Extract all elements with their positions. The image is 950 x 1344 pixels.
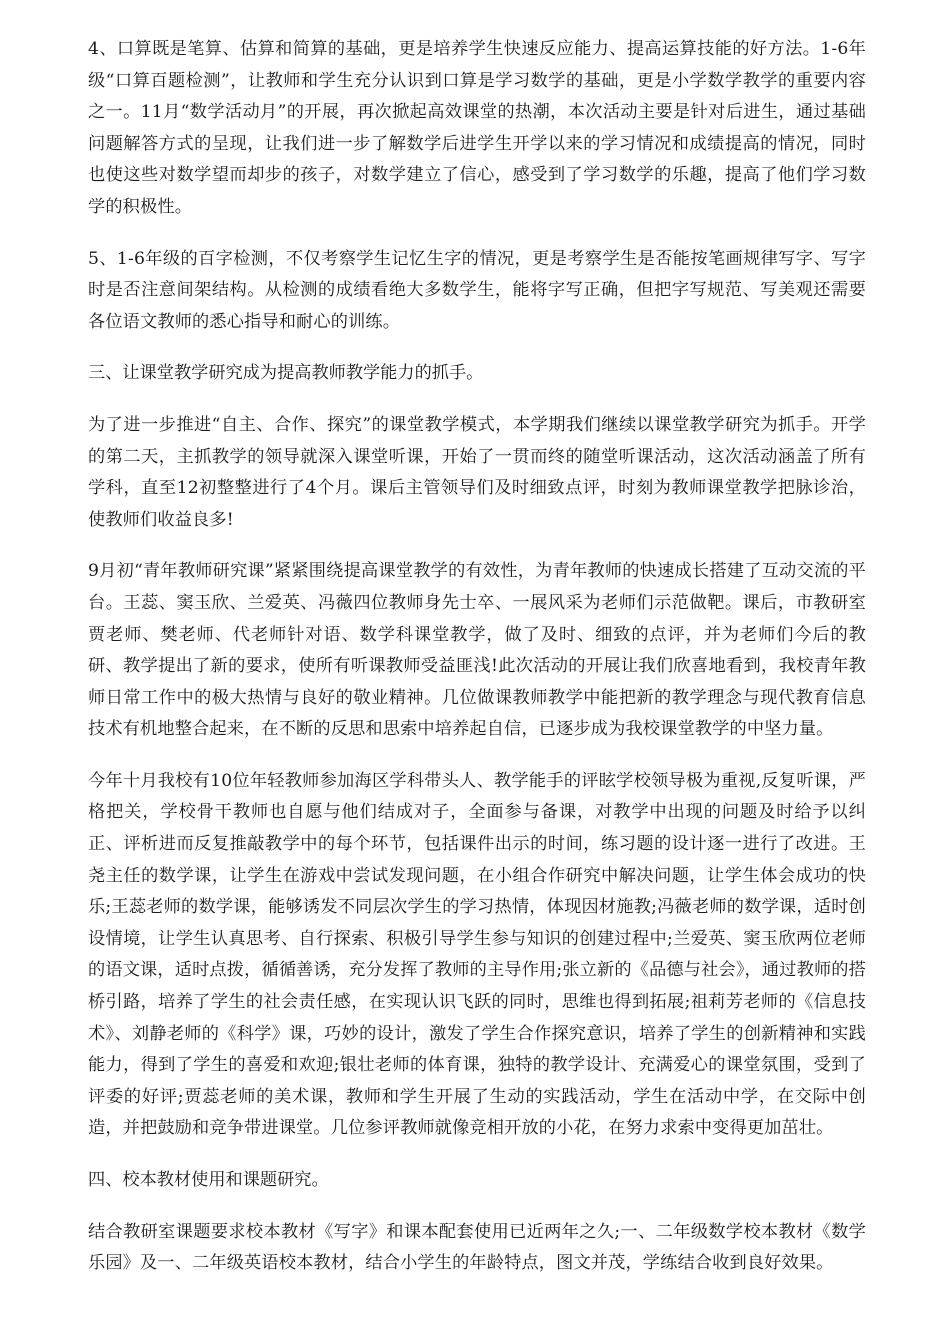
paragraph-classroom-teaching-research: 为了进一步推进“自主、合作、探究”的课堂教学模式，本学期我们继续以课堂教学研究为抓手。开学的第二天，主抓教学的领导就深入课堂听课，开始了一贯而终的随堂听课活动，这次活动涵盖了所有学科，直至12初整整进行了4个月。课后主管领导们及时细致点评，时刻为教师课堂教学把脉诊治，使教师们收益良多! [88,414,866,530]
document-body [88,34,866,1280]
paragraph-item-5-hundred-character-test: 5、1-6年级的百字检测，不仅考察学生记忆生字的情况，更是考察学生是否能按笔画规律写字、写字时是否注意间架结构。从检测的成绩看绝大多数学生，能将字写正确，但把字写规范、写美观还需要各位语文教师的悉心指导和耐心的训练。 [88,248,866,332]
paragraph-young-teacher-research-class: 9月初“青年教师研究课”紧紧围绕提高课堂教学的有效性，为青年教师的快速成长搭建了互动交流的平台。王蕊、窦玉欣、兰爱英、冯薇四位教师身先士卒、一展风采为老师们示范做靶。课后，市教研室贾老师、樊老师、代老师针对语、数学科课堂教学，做了及时、细致的点评，并为老师们今后的教研、教学提出了新的要求，使所有听课教师受益匪浅!此次活动的开展让我们欣喜地看到，我校青年教师日常工作中的极大热情与良好的敬业精神。几位做课教师教学中能把新的教学理念与现代教育信息技术有机地整合起来，在不断的反思和思索中培养起自信，已逐步成为我校课堂教学的中坚力量。 [88,561,866,740]
heading-section-three: 三、让课堂教学研究成为提高教师教学能力的抓手。 [88,363,484,384]
paragraph-school-based-textbooks: 结合教研室课题要求校本教材《写字》和课本配套使用已近两年之久;一、二年级数学校本教材《数学乐园》及一、二年级英语校本教材，结合小学生的年龄特点，图文并茂，学练结合收到良好效果。 [88,1221,866,1274]
heading-section-four: 四、校本教材使用和课题研究。 [88,1170,329,1190]
paragraph-october-teaching-evaluation: 今年十月我校有10位年轻教师参加海区学科带头人、教学能手的评眩学校领导极为重视,反复听课，严格把关，学校骨干教师也自愿与他们结成对子，全面参与备课，对教学中出现的问题及时给予以纠正、评析进而反复推敲教学中的每个环节，包括课件出示的时间，练习题的设计逐一进行了改进。王尧主任的数学课，让学生在游戏中尝试发现问题，在小组合作研究中解决问题，让学生体会成功的快乐;王蕊老师的数学课，能够诱发不同层次学生的学习热情，体现因材施教;冯薇老师的数学课，适时创设情境，让学生认真思考、自行探索、积极引导学生参与知识的创建过程中;兰爱英、窦玉欣两位老师的语文课，适时点拨，循循善诱，充分发挥了教师的主导作用;张立新的《品德与社会》，通过教师的搭桥引路，培养了学生的社会责任感，在实现认识飞跃的同时，思维也得到拓展;祖莉芳老师的《信息技术》、刘静老师的《科学》课，巧妙的设计，激发了学生合作探究意识，培养了学生的创新精神和实践能力，得到了学生的喜爱和欢迎;银壮老师的体育课，独特的教学设计、充满爱心的课堂氛围，受到了评委的好评;贾蕊老师的美术课，教师和学生开展了生动的实践活动，学生在活动中学，在交际中创造，并把鼓励和竞争带进课堂。几位参评教师就像竞相开放的小花，在努力求索中变得更加茁壮。 [88,770,866,1139]
paragraph-item-4-oral-calculation: 4、口算既是笔算、估算和简算的基础，更是培养学生快速反应能力、提高运算技能的好方法。1-6年级“口算百题检测”，让教师和学生充分认识到口算是学习数学的基础，更是小学数学教学的重要内容之一。11月“数学活动月”的开展，再次掀起高效课堂的热潮，本次活动主要是针对后进生，通过基础问题解答方式的呈现，让我们进一步了解数学后进学生开学以来的学习情况和成绩提高的情况，同时也使这些对数学望而却步的孩子，对数学建立了信心，感受到了学习数学的乐趣，提高了他们学习数学的积极性。 [88,39,866,217]
